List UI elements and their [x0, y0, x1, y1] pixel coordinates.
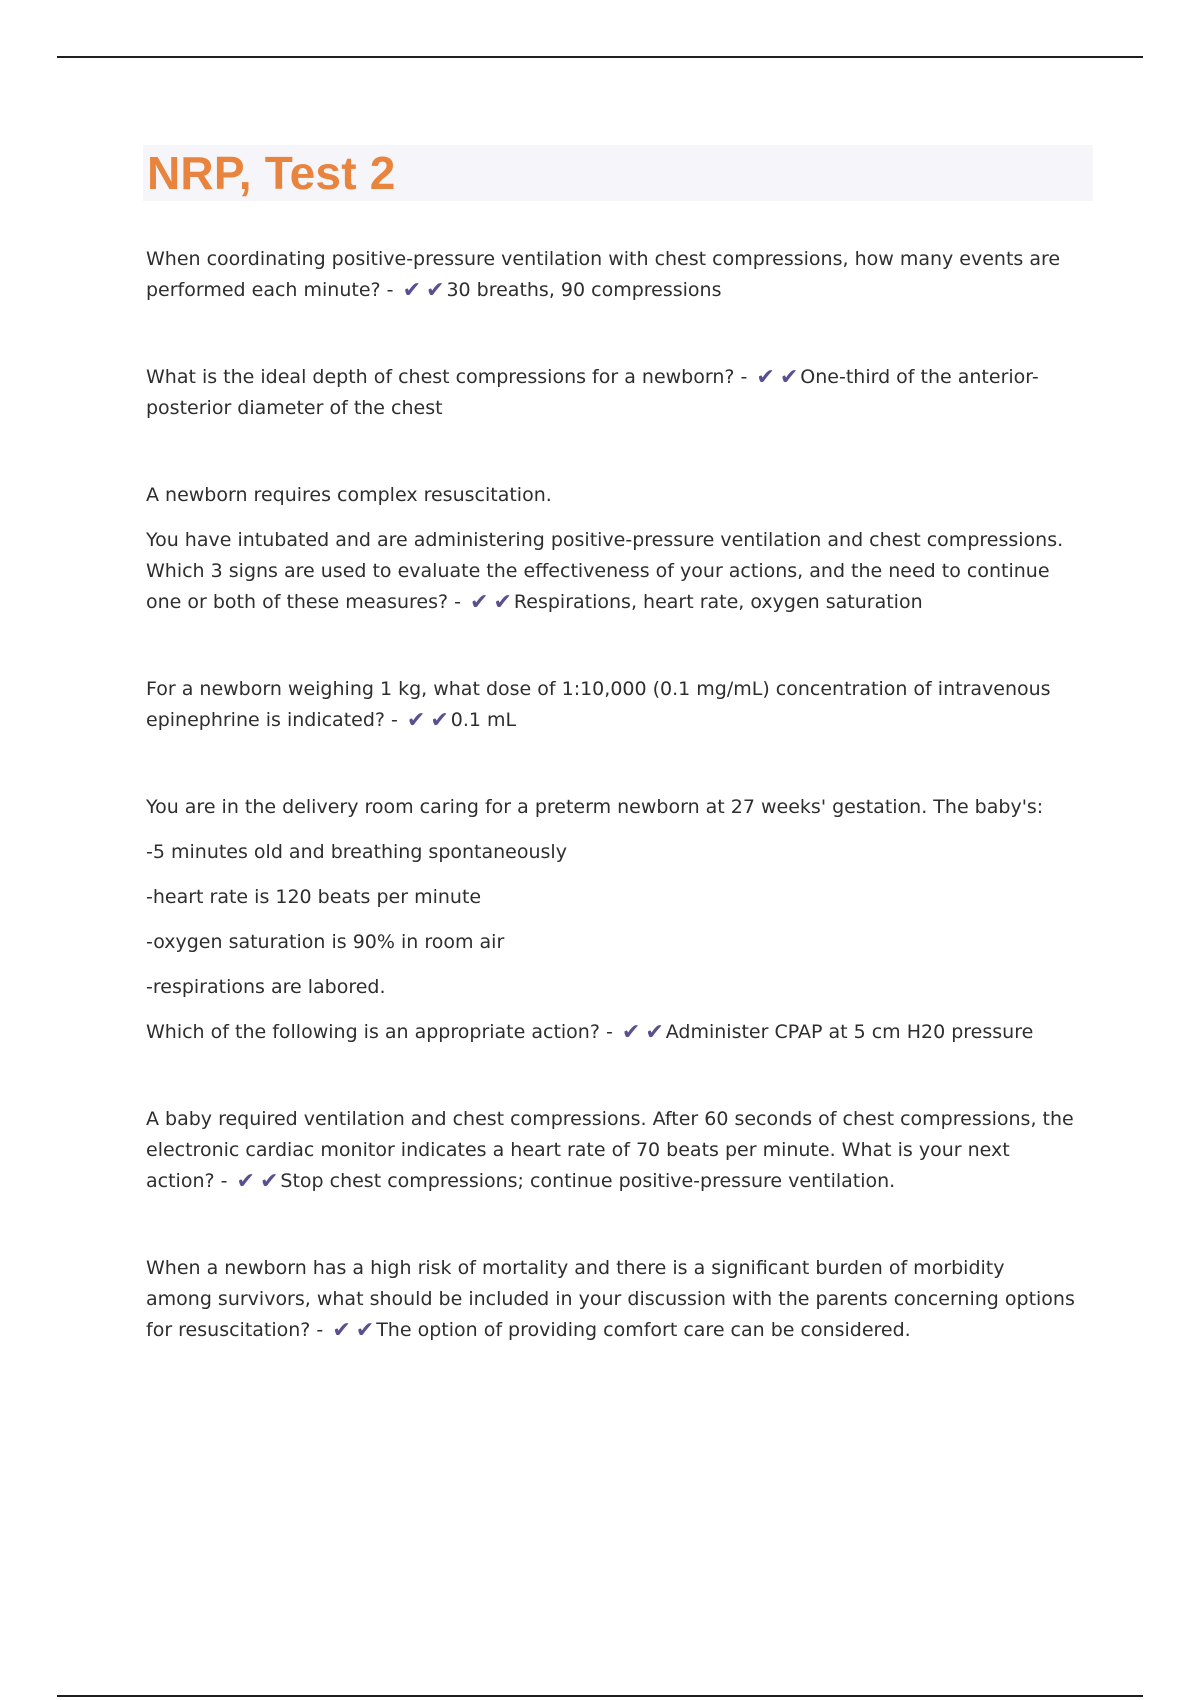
page-title: NRP, Test 2	[147, 147, 396, 199]
spacer	[146, 306, 1076, 362]
spacer	[146, 1048, 1076, 1104]
qa-question-line	[146, 1253, 1076, 1346]
bottom-rule	[57, 1695, 1143, 1697]
answer-text: 30 breaths, 90 compressions	[446, 279, 722, 301]
qa-item-4	[146, 674, 1076, 736]
qa-item-6	[146, 1104, 1076, 1197]
qa-question-line	[146, 362, 1076, 424]
qa-list-item: -heart rate is 120 beats per minute	[146, 886, 482, 908]
spacer	[146, 424, 1076, 480]
qa-list-item: -oxygen saturation is 90% in room air	[146, 931, 505, 953]
question-text: When a newborn has a high risk of mortality and there is a significant burden of morbidity among survivors, what should be included in your discussion with the parents concerning options for resuscitation? -	[146, 1257, 1075, 1341]
spacer	[146, 618, 1076, 674]
qa-question-line	[146, 1017, 1076, 1048]
qa-content	[146, 244, 1076, 1346]
check-icon: ✔	[406, 708, 426, 733]
check-icon: ✔	[332, 1318, 351, 1343]
check-icon: ✔	[236, 1169, 255, 1194]
check-icon: ✔	[259, 1169, 279, 1194]
question-text: Which of the following is an appropriate action? -	[146, 1021, 613, 1043]
check-icon: ✔	[645, 1020, 664, 1045]
spacer	[146, 823, 1076, 837]
spacer	[146, 736, 1076, 792]
answer-text: Stop chest compressions; continue positive-pressure ventilation.	[280, 1170, 896, 1192]
qa-item-3	[146, 480, 1076, 618]
check-icon: ✔	[779, 365, 799, 390]
qa-question-line	[146, 1104, 1076, 1197]
answer-text: Administer CPAP at 5 cm H20 pressure	[665, 1021, 1034, 1043]
check-icon: ✔	[493, 590, 512, 615]
answer-text: The option of providing comfort care can be considered.	[376, 1319, 911, 1341]
question-text: When coordinating positive-pressure ventilation with chest compressions, how many events are performed each minute? -	[146, 248, 1061, 301]
check-icon: ✔	[756, 365, 775, 390]
spacer	[146, 511, 1076, 525]
top-rule	[57, 56, 1143, 58]
check-icon: ✔	[426, 278, 445, 303]
spacer	[146, 1003, 1076, 1017]
check-icon: ✔	[470, 590, 489, 615]
check-icon: ✔	[355, 1318, 375, 1343]
answer-text: 0.1 mL	[450, 709, 517, 731]
answer-text: One-third of the anterior-posterior diameter of the chest	[146, 366, 1039, 419]
question-text: You have intubated and are administering positive-pressure ventilation and chest compressions. Which 3 signs are used to evaluate the effectiveness of your actions, and the need to continue one or both of these measures? -	[146, 529, 1064, 613]
spacer	[146, 913, 1076, 927]
check-icon: ✔	[402, 278, 421, 303]
qa-list-item: -respirations are labored.	[146, 976, 386, 998]
qa-item-5	[146, 792, 1076, 1048]
qa-intro: A newborn requires complex resuscitation.	[146, 484, 552, 506]
question-text: What is the ideal depth of chest compressions for a newborn? -	[146, 366, 748, 388]
qa-question-line	[146, 525, 1076, 618]
spacer	[146, 958, 1076, 972]
answer-text: Respirations, heart rate, oxygen saturation	[513, 591, 923, 613]
check-icon: ✔	[430, 708, 449, 733]
qa-question-line	[146, 244, 1076, 306]
question-text: A baby required ventilation and chest compressions. After 60 seconds of chest compressions, the electronic cardiac monitor indicates a heart rate of 70 beats per minute. What is your next action? -	[146, 1108, 1074, 1192]
qa-list-item: -5 minutes old and breathing spontaneously	[146, 841, 567, 863]
spacer	[146, 868, 1076, 882]
spacer	[146, 1197, 1076, 1253]
qa-item-1	[146, 244, 1076, 306]
qa-question-line	[146, 674, 1076, 736]
qa-intro: You are in the delivery room caring for a preterm newborn at 27 weeks' gestation. The baby's:	[146, 796, 1044, 818]
question-text: For a newborn weighing 1 kg, what dose of 1:10,000 (0.1 mg/mL) concentration of intravenous epinephrine is indicated? -	[146, 678, 1051, 731]
check-icon: ✔	[621, 1020, 641, 1045]
qa-item-7	[146, 1253, 1076, 1346]
qa-item-2	[146, 362, 1076, 424]
